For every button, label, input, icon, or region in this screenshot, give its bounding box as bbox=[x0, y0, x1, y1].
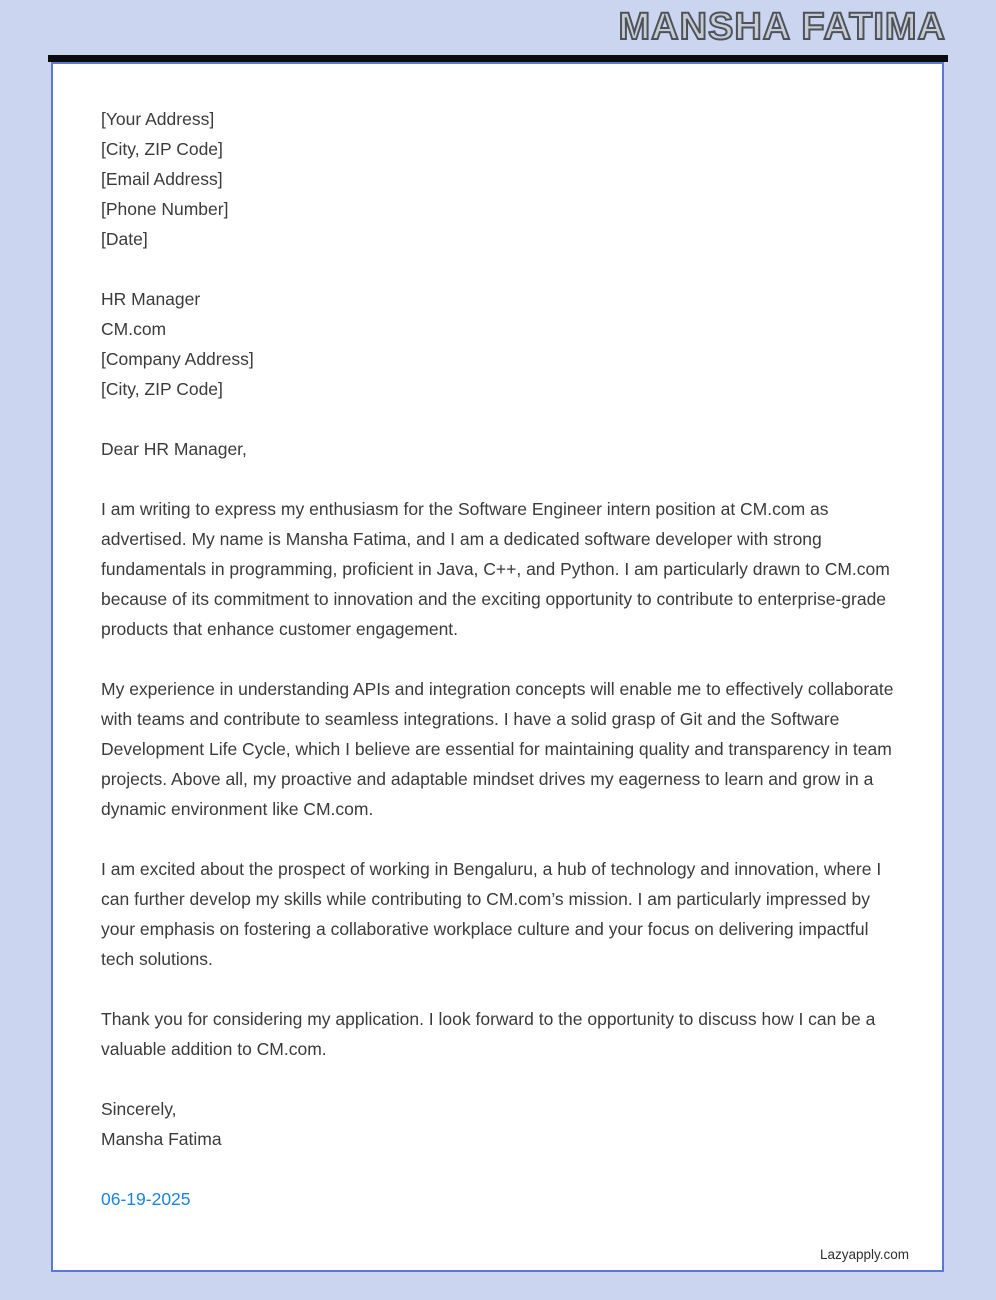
salutation: Dear HR Manager, bbox=[101, 439, 247, 459]
header-name: MANSHA FATIMA bbox=[618, 6, 946, 48]
closing-word: Sincerely, bbox=[101, 1099, 177, 1119]
sender-email-line: [Email Address] bbox=[101, 169, 223, 189]
letter-card bbox=[51, 62, 944, 1272]
paragraph-introduction: I am writing to express my enthusiasm for the Software Engineer intern position at CM.com as advertised. My name is Mansha Fatima, and I am a dedicated software developer with strong fundamentals in programming, proficient in Java, C++, and Python. I am particularly drawn to CM.com because of its commitment to innovation and the exciting opportunity to contribute to enterprise-grade products that enhance customer engagement. bbox=[101, 499, 890, 639]
paragraph-location: I am excited about the prospect of working in Bengaluru, a hub of technology and innovation, where I can further develop my skills while contributing to CM.com’s mission. I am particularly impressed by your emphasis on fostering a collaborative workplace culture and your focus on delivering impactful tech solutions. bbox=[101, 859, 882, 969]
signature-name: Mansha Fatima bbox=[101, 1129, 222, 1149]
recipient-company-address-line: [Company Address] bbox=[101, 349, 254, 369]
sender-address-block bbox=[101, 104, 894, 254]
recipient-city-line: [City, ZIP Code] bbox=[101, 379, 223, 399]
letter-date: 06-19-2025 bbox=[101, 1189, 191, 1209]
recipient-company-line: CM.com bbox=[101, 319, 167, 339]
recipient-title-line: HR Manager bbox=[101, 289, 201, 309]
paragraph-experience: My experience in understanding APIs and integration concepts will enable me to effectively collaborate with teams and contribute to seamless integrations. I have a solid grasp of Git and the Software Development Life Cycle, which I believe are essential for maintaining quality and transparency in team projects. Above all, my proactive and adaptable mindset drives my eagerness to learn and grow in a dynamic environment like CM.com. bbox=[101, 679, 894, 819]
paragraph-thanks: Thank you for considering my application. I look forward to the opportunity to discuss how I can be a valuable addition to CM.com. bbox=[101, 1009, 876, 1059]
letter-body bbox=[101, 104, 894, 1214]
header-divider-bar bbox=[48, 55, 948, 62]
sender-date-line: [Date] bbox=[101, 229, 148, 249]
closing-block bbox=[101, 1094, 894, 1154]
recipient-address-block bbox=[101, 284, 894, 404]
sender-city-line: [City, ZIP Code] bbox=[101, 139, 223, 159]
lazyapply-watermark: Lazyapply.com bbox=[819, 1247, 909, 1262]
sender-phone-line: [Phone Number] bbox=[101, 199, 229, 219]
sender-address-line: [Your Address] bbox=[101, 109, 215, 129]
page-header bbox=[0, 0, 996, 55]
